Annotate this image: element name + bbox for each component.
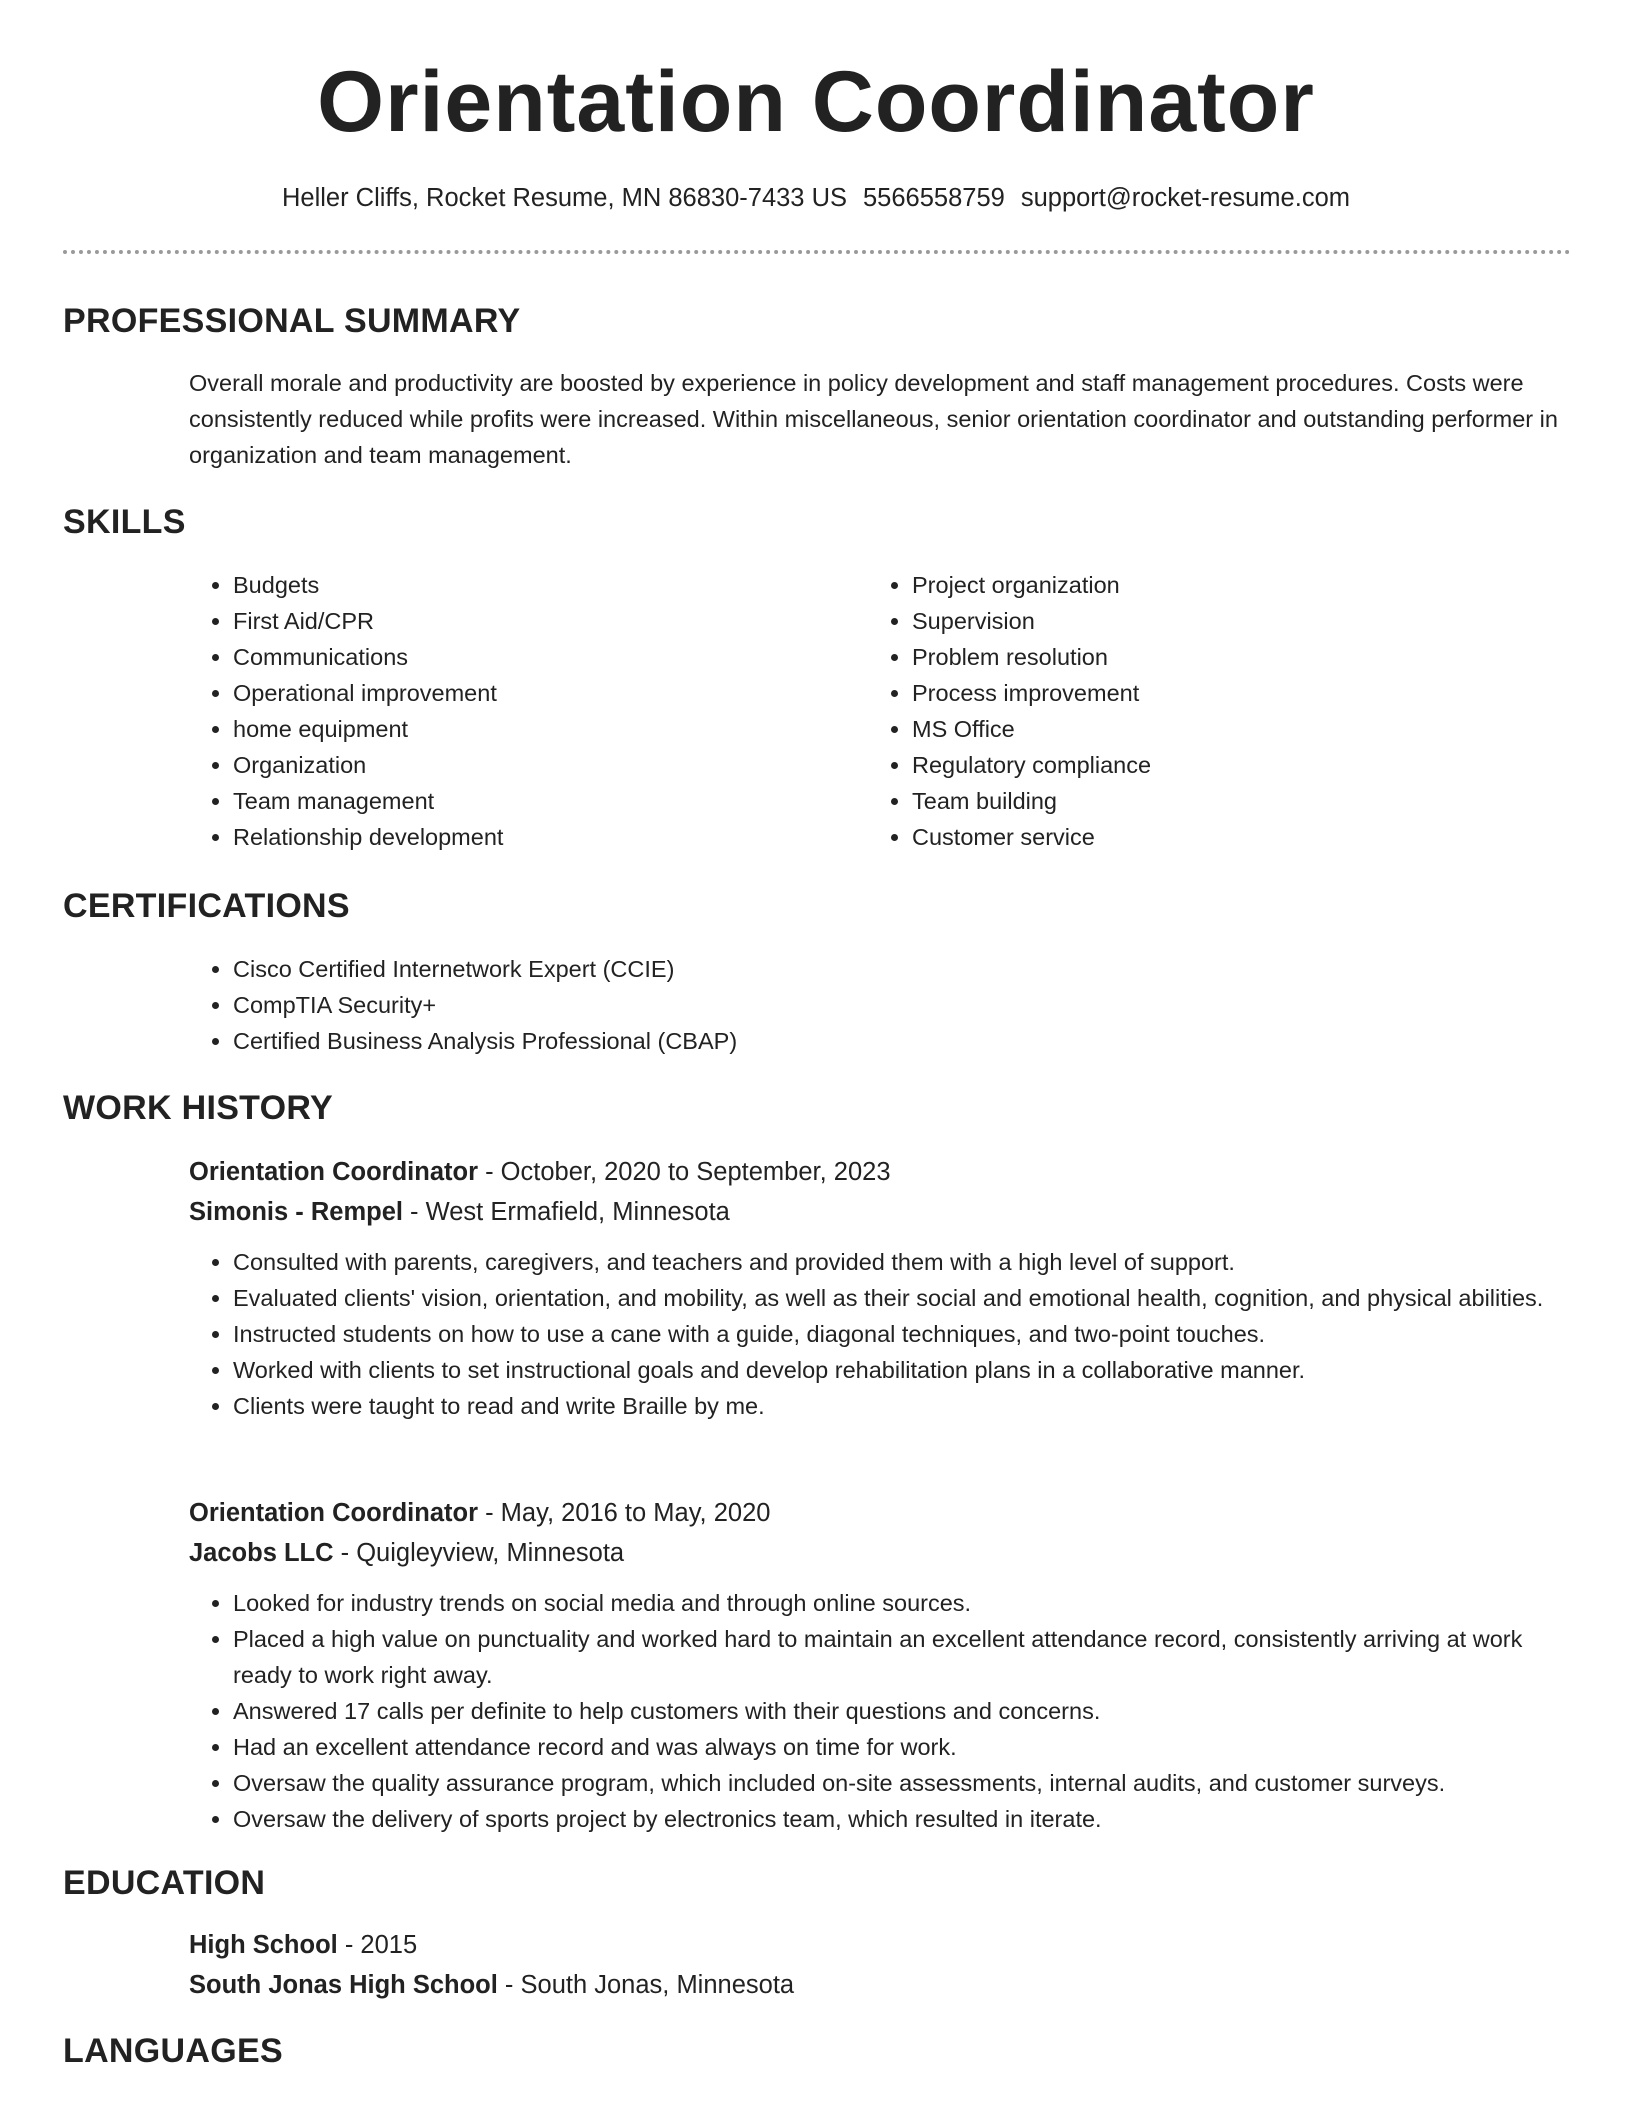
summary-text: Overall morale and productivity are boosted by experience in policy development and staff management procedures. Costs were consistently reduced while profits were increased. Within miscellaneous, senior orientation coordinator and outstanding performer in organization and team management. [189,370,1558,468]
education-year: - 2015 [337,1931,418,1959]
skill-item: • Process improvement [912,675,1532,711]
skill-item: • Customer service [912,819,1532,855]
skill-item: • Communications [233,639,853,675]
skill-item: • Problem resolution [912,639,1532,675]
education-entry [189,1925,1574,2005]
job-dates: - May, 2016 to May, 2020 [478,1499,771,1527]
job-company-line [189,1533,1574,1573]
section-title-summary: PROFESSIONAL SUMMARY [63,302,521,340]
skill-item: • Supervision [912,603,1532,639]
job-title-line [189,1152,1574,1192]
job-bullets [189,1585,1574,1837]
certifications-list [189,951,1618,1059]
job-location: - West Ermafield, Minnesota [402,1198,730,1226]
job-location: - Quigleyview, Minnesota [333,1539,625,1567]
contact-line [0,180,1632,216]
job-bullet: • Looked for industry trends on social media and through online sources. [233,1585,1574,1621]
job-bullet: • Had an excellent attendance record and was always on time for work. [233,1729,1574,1765]
skill-item: • MS Office [912,711,1532,747]
skill-item: • Budgets [233,567,853,603]
skill-item: • Team building [912,783,1532,819]
section-title-certifications: CERTIFICATIONS [63,887,350,925]
section-title-languages: LANGUAGES [63,2032,283,2070]
skill-item: • Project organization [912,567,1532,603]
contact-email: support@rocket-resume.com [1020,184,1350,212]
job-bullets [189,1244,1574,1424]
education-school: South Jonas High School [189,1971,498,1999]
skills-list-right [868,567,1532,855]
header-divider [63,250,1571,254]
job-company: Jacobs LLC [189,1539,334,1567]
skill-item: • Relationship development [233,819,853,855]
skill-item: • Operational improvement [233,675,853,711]
education-degree: High School [189,1931,338,1959]
job-bullet: • Oversaw the delivery of sports project by electronics team, which resulted in iterate. [233,1801,1574,1837]
education-school-line [189,1965,1574,2005]
job-bullet: • Evaluated clients' vision, orientation, and mobility, as well as their social and emotional health, cognition, and physical abilities. [233,1280,1574,1316]
certification-item: • Cisco Certified Internetwork Expert (CCIE) [233,951,1618,987]
contact-address: Heller Cliffs, Rocket Resume, MN 86830-7433 US [281,184,847,212]
job-title-line [189,1493,1574,1533]
job-bullet: • Placed a high value on punctuality and worked hard to maintain an excellent attendance record, consistently arriving at work ready to work right away. [233,1621,1574,1693]
certification-item: • Certified Business Analysis Professional (CBAP) [233,1023,1618,1059]
education-location: - South Jonas, Minnesota [497,1971,795,1999]
job-bullet: • Consulted with parents, caregivers, and teachers and provided them with a high level of support. [233,1244,1574,1280]
skill-item: • home equipment [233,711,853,747]
certification-item: • CompTIA Security+ [233,987,1618,1023]
job-company: Simonis - Rempel [189,1198,403,1226]
section-title-work-history: WORK HISTORY [63,1089,333,1127]
resume-name: Orientation Coordinator [317,54,1315,150]
contact-phone: 5566558759 [863,184,1005,212]
skills-list-left [189,567,853,855]
job-bullet: • Oversaw the quality assurance program, which included on-site assessments, internal audits, and customer surveys. [233,1765,1574,1801]
education-degree-line [189,1925,1574,1965]
section-title-skills: SKILLS [63,503,186,541]
job-company-line [189,1192,1574,1232]
section-title-education: EDUCATION [63,1864,266,1902]
job-title: Orientation Coordinator [189,1158,478,1186]
job-bullet: • Clients were taught to read and write Braille by me. [233,1388,1574,1424]
work-entry [189,1493,1574,1837]
job-bullet: • Answered 17 calls per definite to help customers with their questions and concerns. [233,1693,1574,1729]
skill-item: • Organization [233,747,853,783]
job-bullet: • Worked with clients to set instructional goals and develop rehabilitation plans in a collaborative manner. [233,1352,1574,1388]
job-bullet: • Instructed students on how to use a cane with a guide, diagonal techniques, and two-point touches. [233,1316,1574,1352]
job-title: Orientation Coordinator [189,1499,478,1527]
skill-item: • Team management [233,783,853,819]
work-entry [189,1152,1574,1424]
job-dates: - October, 2020 to September, 2023 [478,1158,891,1186]
skill-item: • First Aid/CPR [233,603,853,639]
skill-item: • Regulatory compliance [912,747,1532,783]
